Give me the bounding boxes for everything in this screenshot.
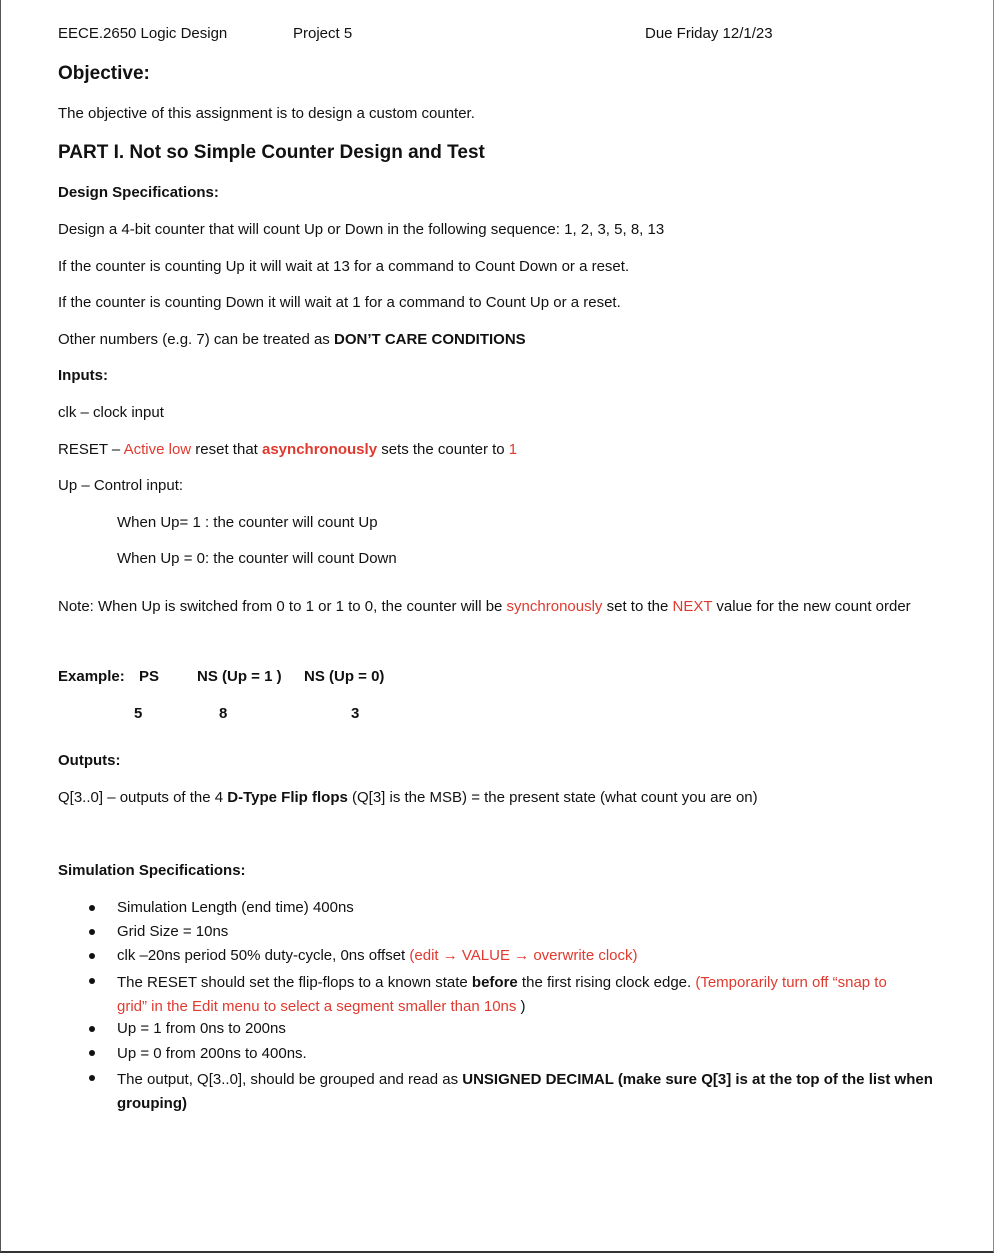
sim-clk-prefix: clk –20ns period 50% duty-cycle, 0ns offset [117, 947, 410, 964]
note-sync: synchronously [506, 598, 603, 615]
example-ns-up1-header: NS (Up = 1 ) [197, 668, 282, 685]
outputs-line [58, 788, 758, 808]
design-spec-heading: Design Specifications: [58, 184, 219, 201]
inputs-heading: Inputs: [58, 367, 108, 384]
dont-care-bold: DON’T CARE CONDITIONS [333, 331, 526, 348]
sim-reset-bold: before [471, 974, 518, 991]
sim-output-p1: The output, Q[3..0], should be grouped and read as [117, 1071, 463, 1088]
example-ns-up0-header: NS (Up = 0) [304, 668, 385, 685]
part1-heading: PART I. Not so Simple Counter Design and Test [58, 142, 485, 163]
sim-up1: Up = 1 from 0ns to 200ns [117, 1020, 286, 1037]
sim-output-bold: UNSIGNED DECIMAL (make sure Q[3] is at the top of the list when grouping) [117, 1071, 933, 1112]
bullet-icon [89, 929, 95, 935]
bullet-icon [89, 1075, 95, 1081]
project-title: Project 5 [293, 25, 353, 42]
design-line-down: If the counter is counting Down it will wait at 1 for a command to Count Up or a reset. [58, 294, 621, 311]
due-date: Due Friday 12/1/23 [645, 25, 773, 42]
outputs-p2: (Q[3] is the MSB) = the present state (what count you are on) [347, 789, 758, 806]
reset-async: asynchronously [262, 441, 378, 458]
dont-care-line [58, 330, 526, 350]
reset-p3: sets the counter to [377, 441, 509, 458]
example-label: Example: [58, 668, 125, 685]
sim-reset-p1: The RESET should set the flip-flops to a known state [117, 974, 472, 991]
example-ns-up0-value: 3 [351, 705, 360, 722]
objective-text: The objective of this assignment is to design a custom counter. [58, 105, 475, 122]
design-line-sequence: Design a 4-bit counter that will count Up or Down in the following sequence: 1, 2, 3, 5, 8, 13 [58, 221, 665, 238]
sim-grid: Grid Size = 10ns [117, 923, 229, 940]
outputs-bold: D-Type Flip flops [227, 789, 348, 806]
up-when-0: When Up = 0: the counter will count Down [117, 550, 397, 567]
outputs-heading: Outputs: [58, 752, 121, 769]
clk-input-line: clk – clock input [58, 404, 164, 421]
sim-reset [117, 971, 917, 1019]
dont-care-prefix: Other numbers (e.g. 7) can be treated as [58, 331, 334, 348]
note-p1: Note: When Up is switched from 0 to 1 or 1 to 0, the counter will be [58, 598, 507, 615]
note-next: NEXT [672, 598, 713, 615]
bullet-icon [89, 953, 95, 959]
sim-up0: Up = 0 from 200ns to 400ns. [117, 1045, 307, 1062]
sim-reset-end: ) [516, 998, 526, 1015]
note-p2: set to the [602, 598, 673, 615]
sim-clk [117, 946, 638, 966]
reset-value: 1 [508, 441, 518, 458]
reset-p2: reset that [191, 441, 262, 458]
example-ps-value: 5 [134, 705, 143, 722]
course-title: EECE.2650 Logic Design [58, 25, 228, 42]
bullet-icon [89, 978, 95, 984]
bullet-icon [89, 905, 95, 911]
sim-reset-red: (Temporarily turn off “snap to grid” in the Edit menu to select a segment smaller than 10ns [117, 974, 887, 1015]
bullet-icon [89, 1026, 95, 1032]
reset-input-line [58, 440, 517, 460]
design-line-up: If the counter is counting Up it will wait at 13 for a command to Count Down or a reset. [58, 258, 630, 275]
up-input-line: Up – Control input: [58, 477, 184, 494]
reset-active-low: Active low [123, 441, 192, 458]
sim-length: Simulation Length (end time) 400ns [117, 899, 354, 916]
note-p3: value for the new count order [712, 598, 911, 615]
sim-clk-red: (edit → VALUE → overwrite clock) [409, 947, 638, 964]
note-paragraph [58, 597, 928, 617]
bullet-icon [89, 1050, 95, 1056]
sim-heading: Simulation Specifications: [58, 862, 246, 879]
objective-heading: Objective: [58, 63, 150, 84]
reset-p1: RESET – [58, 441, 124, 458]
sim-reset-p2: the first rising clock edge. [517, 974, 696, 991]
example-ps-header: PS [139, 668, 160, 685]
up-when-1: When Up= 1 : the counter will count Up [117, 514, 378, 531]
example-ns-up1-value: 8 [219, 705, 228, 722]
outputs-p1: Q[3..0] – outputs of the 4 [58, 789, 228, 806]
sim-output [117, 1068, 957, 1116]
